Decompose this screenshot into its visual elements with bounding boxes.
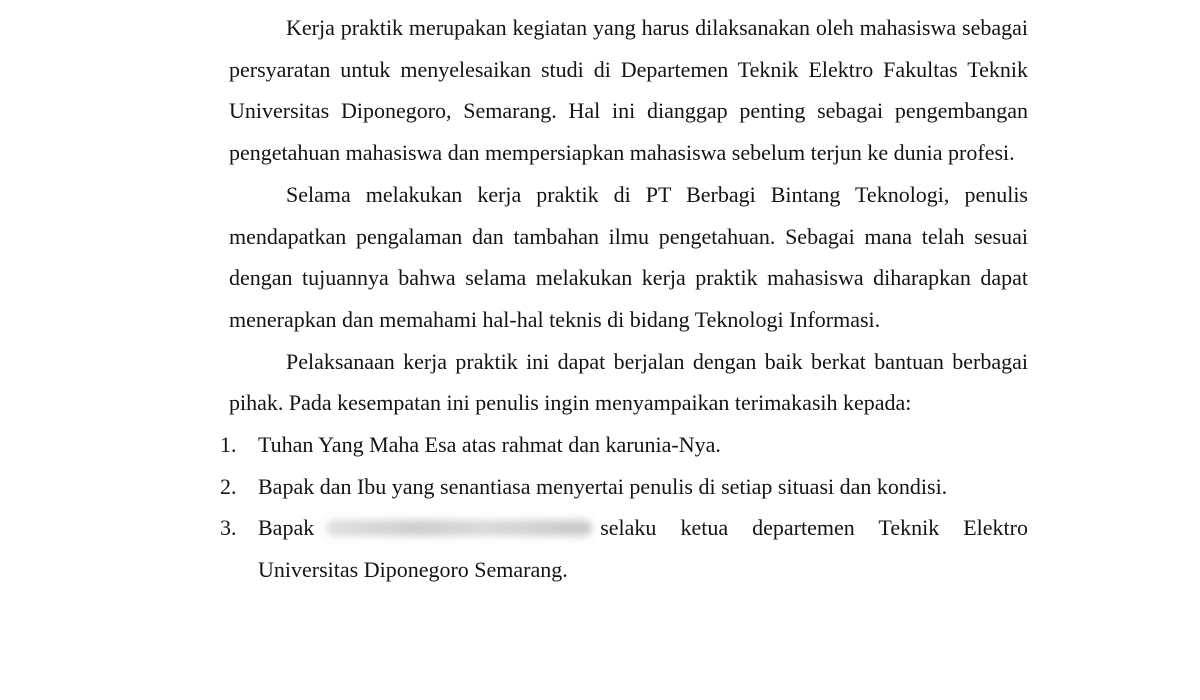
acknowledgement-list — [220, 424, 1028, 591]
list-item-text: Tuhan Yang Maha Esa atas rahmat dan karunia-Nya. — [258, 432, 721, 458]
document-body — [220, 7, 1028, 591]
list-item-number: 1. — [220, 432, 237, 458]
paragraph-intro: Kerja praktik merupakan kegiatan yang harus dilaksanakan oleh mahasiswa sebagai persyaratan untuk menyelesaikan studi di Departemen Teknik Elektro Fakultas Teknik Universitas Diponegoro, Semarang. Hal ini dianggap penting sebagai pengembangan pengetahuan mahasiswa dan mempersiapkan mahasiswa sebelum terjun ke dunia profesi. — [229, 15, 1028, 166]
list-item-suffix: selaku ketua departemen Teknik Elektro Universitas Diponegoro Semarang. — [258, 515, 1028, 583]
paragraph-acknowledgement: Pelaksanaan kerja praktik ini dapat berjalan dengan baik berkat bantuan berbagai pihak. Pada kesempatan ini penulis ingin menyampaikan terimakasih kepada: — [229, 348, 1028, 416]
list-item — [220, 424, 1028, 466]
redacted-name-blur — [326, 520, 592, 536]
list-item-number: 3. — [220, 515, 237, 541]
list-item — [220, 466, 1028, 508]
paragraph-experience: Selama melakukan kerja praktik di PT Berbagi Bintang Teknologi, penulis mendapatkan pengalaman dan tambahan ilmu pengetahuan. Sebagai mana telah sesuai dengan tujuannya bahwa selama melakukan kerja praktik mahasiswa diharapkan dapat menerapkan dan memahami hal-hal teknis di bidang Teknologi Informasi. — [229, 181, 1028, 332]
list-item-prefix: Bapak — [258, 515, 315, 541]
list-item — [220, 507, 1028, 590]
list-item-number: 2. — [220, 473, 237, 499]
list-item-text: Bapak dan Ibu yang senantiasa menyertai penulis di setiap situasi dan kondisi. — [258, 473, 948, 499]
